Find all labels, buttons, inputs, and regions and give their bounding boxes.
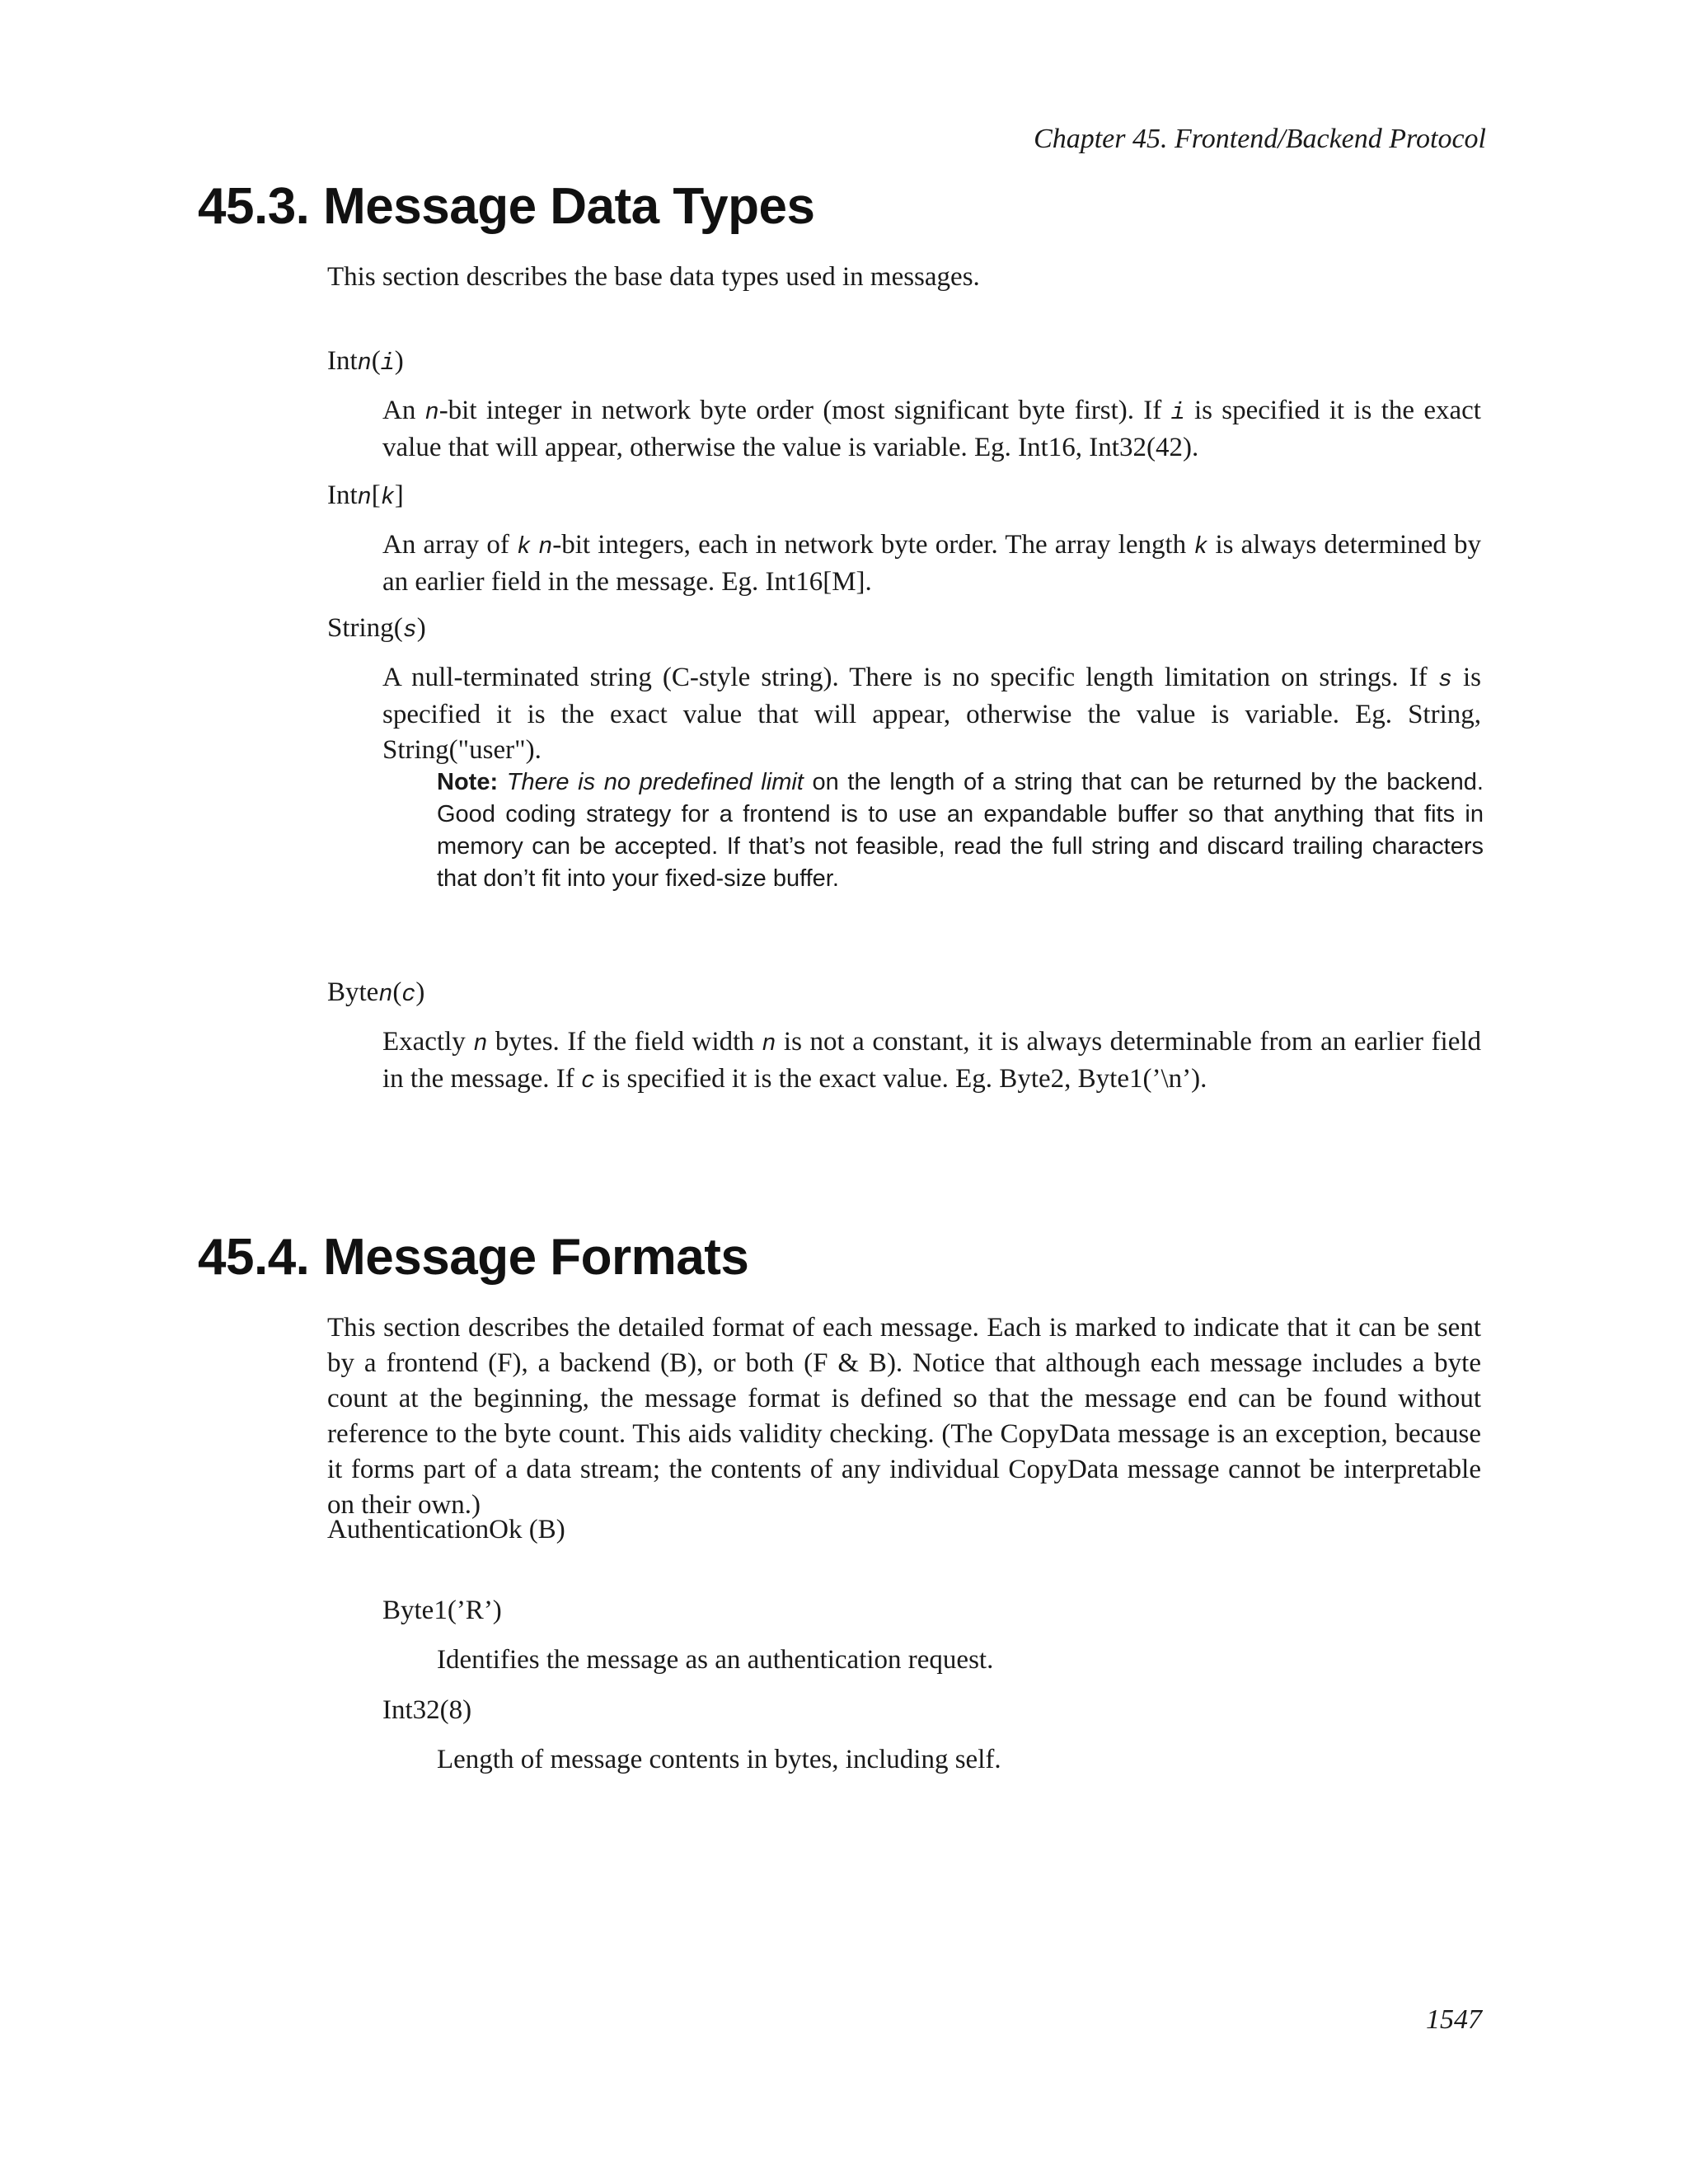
running-header: Chapter 45. Frontend/Backend Protocol (1034, 124, 1486, 154)
desc-text: -bit integer in network byte order (most significant byte first). If (438, 396, 1171, 425)
note-emphasis: There is no predefined limit (506, 769, 804, 795)
desc-text (531, 530, 538, 560)
note-label: Note: (437, 769, 499, 795)
desc-var: s (1437, 666, 1452, 693)
field-description: Length of message contents in bytes, including self. (437, 1745, 1001, 1774)
message-name: AuthenticationOk (B) (327, 1515, 565, 1544)
term-arg: c (401, 981, 416, 1008)
desc-text: Exactly (382, 1027, 474, 1057)
section-intro: This section describes the base data types used in messages. (327, 262, 980, 292)
desc-var: k (1193, 533, 1208, 560)
section-title-message-data-types: 45.3. Message Data Types (198, 178, 815, 235)
desc-text: is always determined by an earlier field in the message. Eg. Int16[M]. (382, 530, 1482, 597)
field-name: Int32(8) (382, 1695, 472, 1725)
desc-text: is specified it is the exact value that will appear, otherwise the value is variable. Eg. Int16, Int32(42). (382, 396, 1481, 462)
term-var: n (378, 981, 393, 1008)
term-arg: k (380, 484, 395, 511)
field-description: Identifies the message as an authentication request. (437, 1645, 994, 1675)
term-arg: s (402, 616, 417, 644)
term-open: ( (393, 613, 403, 643)
field-name: Byte1(’R’) (382, 1596, 502, 1625)
description-byten-c (382, 1024, 1481, 1099)
term-var: n (357, 349, 372, 377)
term-close: ) (415, 977, 425, 1007)
desc-var: n (424, 399, 439, 426)
desc-var: i (1170, 399, 1185, 426)
term-arg: i (380, 349, 395, 377)
note-block (437, 766, 1484, 895)
term-intn-i (327, 344, 404, 381)
term-close: ] (394, 480, 404, 510)
desc-var: n (762, 1030, 776, 1057)
desc-var: c (581, 1067, 596, 1094)
section-intro: This section describes the detailed format of each message. Each is marked to indicate that it can be sent by a frontend (F), a backend (B), or both (F & B). Notice that although each message includes a byte count at the beginning, the message format is defined so that the message end can be found without reference to the byte count. This aids validity checking. (The CopyData message is an exception, because it forms part of a data stream; the contents of any individual CopyData message cannot be interpretable on their own.) (327, 1313, 1481, 1520)
desc-text: is specified it is the exact value that will appear, otherwise the value is variable. Eg. String, String("user"). (382, 663, 1481, 765)
term-string-s (327, 611, 426, 648)
term-open: ( (392, 977, 402, 1007)
desc-text: is specified it is the exact value. Eg. Byte2, Byte1(’\n’). (595, 1064, 1207, 1094)
desc-text: An (382, 396, 425, 425)
term-byten-c (327, 975, 424, 1012)
term-var: n (357, 484, 372, 511)
desc-text: is not a constant, it is always determinable from an earlier field in the message. If (382, 1027, 1482, 1094)
term-intn-k (327, 478, 404, 515)
desc-var: n (473, 1030, 488, 1057)
desc-var: k (517, 533, 532, 560)
term-prefix: String (327, 613, 394, 643)
term-open: [ (371, 480, 381, 510)
desc-text: An array of (382, 530, 518, 560)
description-intn-k (382, 527, 1481, 600)
description-intn-i (382, 393, 1481, 466)
term-prefix: Int (327, 480, 358, 510)
term-open: ( (371, 346, 381, 376)
desc-var: n (538, 533, 553, 560)
term-close: ) (416, 613, 426, 643)
page-number: 1547 (1426, 2004, 1482, 2035)
description-string-s (382, 660, 1481, 768)
term-prefix: Byte (327, 977, 379, 1007)
term-prefix: Int (327, 346, 358, 376)
desc-text: A null-terminated string (C-style string). There is no specific length limitation on strings. If (382, 663, 1438, 692)
desc-text: -bit integers, each in network byte order. The array length (552, 530, 1194, 560)
note-text: on the length of a string that can be returned by the backend. Good coding strategy for a frontend is to use an expandable buffer so that anything that fits in memory can be accepted. If that’s not feasible, read the full string and discard trailing characters that don’t fit into your fixed-size buffer. (437, 769, 1484, 892)
term-close: ) (394, 346, 404, 376)
section-title-message-formats: 45.4. Message Formats (198, 1229, 749, 1286)
desc-text: bytes. If the field width (487, 1027, 762, 1057)
